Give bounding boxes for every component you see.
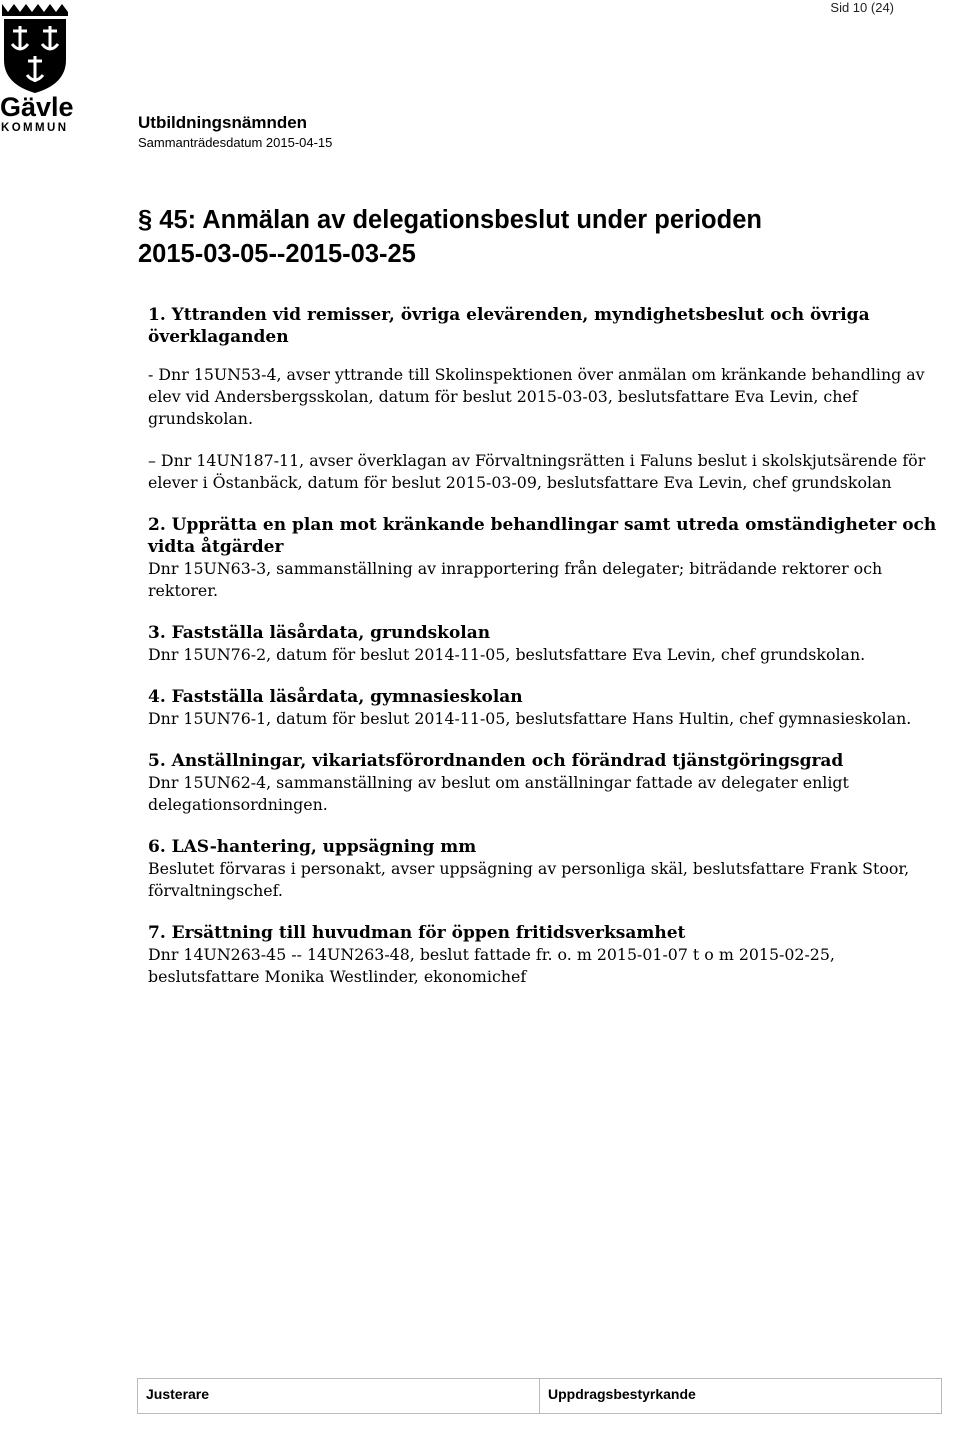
item-text: Dnr 15UN76-1, datum för beslut 2014-11-05, beslutsfattare Hans Hultin, chef gymnasieskolan. [148, 709, 912, 728]
item-title: 5. Anställningar, vikariatsförordnanden och förändrad tjänstgöringsgrad [148, 751, 844, 771]
item-title: 1. Yttranden vid remisser, övriga elevärenden, myndighetsbeslut och övriga överklaganden [148, 305, 870, 347]
signature-footer [137, 1378, 942, 1414]
org-name: Utbildningsnämnden [138, 113, 308, 132]
page-title [138, 203, 858, 271]
decision-item-1 [148, 304, 948, 494]
decision-item-2 [148, 514, 948, 602]
decision-item-7 [148, 922, 948, 988]
decision-item-5 [148, 750, 948, 816]
decision-item-4 [148, 686, 948, 730]
decision-list [148, 304, 948, 1004]
item-text: Dnr 15UN62-4, sammanställning av beslut om anställningar fattade av delegater enligt delegationsordningen. [148, 773, 849, 814]
item-title: 7. Ersättning till huvudman för öppen fritidsverksamhet [148, 923, 686, 943]
decision-item-6 [148, 836, 948, 902]
coat-of-arms-icon [0, 2, 70, 94]
uppdrag-cell: Uppdragsbestyrkande [548, 1386, 696, 1402]
item-text: - Dnr 15UN53-4, avser yttrande till Skolinspektionen över anmälan om kränkande behandling av elev vid Andersbergsskolan, datum för beslut 2015-03-03, beslutsfattare Eva Levin, chef grundskolan. [148, 365, 925, 428]
title-line-2: 2015-03-05--2015-03-25 [138, 240, 416, 268]
logo-name: Gävle [0, 92, 74, 122]
item-title: 6. LAS-hantering, uppsägning mm [148, 837, 477, 857]
item-text: Dnr 15UN63-3, sammanställning av inrapportering från delegater; biträdande rektorer och rektorer. [148, 559, 883, 600]
item-text: Dnr 14UN263-45 -- 14UN263-48, beslut fattade fr. o. m 2015-01-07 t o m 2015-02-25, beslutsfattare Monika Westlinder, ekonomichef [148, 945, 835, 986]
item-title: 3. Fastställa läsårdata, grundskolan [148, 623, 491, 643]
page-number: Sid 10 (24) [830, 0, 894, 15]
justerare-cell: Justerare [138, 1379, 540, 1413]
decision-item-3 [148, 622, 948, 666]
item-text: Beslutet förvaras i personakt, avser uppsägning av personliga skäl, beslutsfattare Frank Stoor, förvaltningschef. [148, 859, 910, 900]
item-text: Dnr 15UN76-2, datum för beslut 2014-11-05, beslutsfattare Eva Levin, chef grundskolan. [148, 645, 866, 664]
meeting-date: Sammanträdesdatum 2015-04-15 [138, 135, 333, 150]
title-line-1: § 45: Anmälan av delegationsbeslut under perioden [138, 206, 762, 234]
logo-kommun: KOMMUN [1, 122, 69, 134]
item-text: – Dnr 14UN187-11, avser överklagan av Förvaltningsrätten i Faluns beslut i skolskjutsärende för elever i Östanbäck, datum för beslut 2015-03-09, beslutsfattare Eva Levin, chef grundskolan [148, 451, 926, 492]
item-title: 2. Upprätta en plan mot kränkande behandlingar samt utreda omständigheter och vidta åtgärder [148, 515, 937, 557]
item-title: 4. Fastställa läsårdata, gymnasieskolan [148, 687, 523, 707]
